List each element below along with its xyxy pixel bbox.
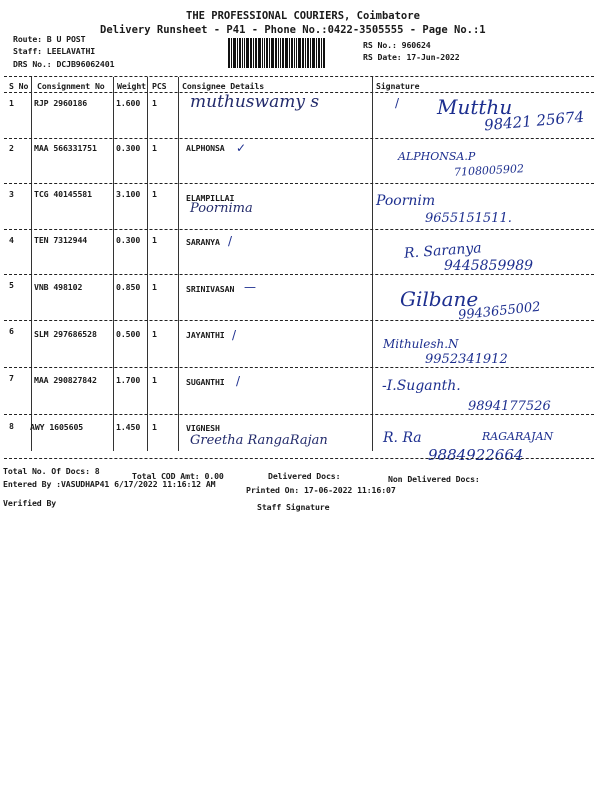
row-weight: 0.850	[116, 282, 141, 292]
row-sno: 6	[9, 326, 14, 336]
row-consignee: ELAMPILLAI	[186, 193, 235, 203]
barcode	[228, 38, 356, 68]
signature-phone: 9655151511.	[425, 211, 512, 226]
signature-phone: 9943655002	[457, 299, 542, 324]
staff-signature: Staff Signature	[257, 502, 330, 512]
row-weight: 0.300	[116, 143, 141, 153]
row-consignment: MAA 290827842	[34, 375, 97, 385]
row-sno: 5	[9, 280, 14, 290]
col-signature: Signature	[376, 81, 420, 91]
row-sno: 4	[9, 235, 14, 245]
signature-phone: 7108005902	[453, 162, 525, 179]
tick-mark: —	[244, 280, 256, 294]
divider	[4, 229, 594, 230]
row-consignment: MAA 566331751	[34, 143, 97, 153]
row-consignee: VIGNESH	[186, 423, 220, 433]
total-cod-amount: Total COD Amt: 0.00	[132, 471, 224, 481]
column-line	[113, 77, 114, 451]
non-delivered-docs: Non Delivered Docs:	[388, 474, 480, 484]
handwritten-consignee: Poornima	[190, 201, 253, 216]
row-consignment: RJP 2960186	[34, 98, 88, 108]
signature-phone: 9894177526	[468, 399, 551, 414]
runsheet-title: Delivery Runsheet - P41 - Phone No.:0422-3505555 - Page No.:1	[100, 24, 486, 36]
printed-on: Printed On: 17-06-2022 11:16:07	[246, 485, 396, 495]
row-consignee: SRINIVASAN	[186, 284, 235, 294]
signature: -I.Suganth.	[382, 378, 461, 394]
company-title: THE PROFESSIONAL COURIERS, Coimbatore	[186, 10, 420, 22]
col-sno: S No	[9, 81, 29, 91]
row-weight: 1.450	[116, 422, 141, 432]
column-line	[178, 77, 179, 451]
signature: RAGARAJAN	[482, 430, 554, 443]
col-consignee: Consignee Details	[182, 81, 265, 91]
signature-phone: 9884922664	[428, 446, 524, 464]
signature: R. Saranya	[403, 240, 483, 262]
tick-mark: /	[236, 374, 241, 388]
row-sno: 1	[9, 98, 14, 108]
col-weight: Weight	[117, 81, 146, 91]
row-consignment: TCG 40145581	[34, 189, 92, 199]
row-pcs: 1	[152, 189, 157, 199]
column-line	[372, 77, 373, 451]
row-pcs: 1	[152, 375, 157, 385]
signature: ALPHONSA.P	[398, 150, 476, 163]
handwritten-consignee: muthuswamy s	[190, 92, 320, 112]
signature-phone: 9445859989	[444, 258, 534, 274]
row-sno: 3	[9, 189, 14, 199]
tick-mark: ✓	[236, 141, 247, 155]
row-pcs: 1	[152, 235, 157, 245]
row-consignee: JAYANTHI	[186, 330, 225, 340]
row-weight: 3.100	[116, 189, 141, 199]
delivered-docs: Delivered Docs:	[268, 471, 341, 481]
divider	[4, 414, 594, 415]
row-weight: 1.700	[116, 375, 141, 385]
row-consignment: VNB 498102	[34, 282, 83, 292]
tick-mark: /	[232, 328, 237, 342]
column-line	[147, 77, 148, 451]
row-pcs: 1	[152, 282, 157, 292]
row-pcs: 1	[152, 329, 157, 339]
row-pcs: 1	[152, 422, 157, 432]
rs-number: RS No.: 960624	[363, 40, 431, 50]
row-consignment: TEN 7312944	[34, 235, 88, 245]
divider	[4, 138, 594, 139]
tick-mark: /	[395, 96, 400, 110]
row-sno: 8	[9, 421, 14, 431]
handwritten-consignee: Greetha RangaRajan	[190, 433, 328, 448]
col-consignment: Consignment No	[37, 81, 105, 91]
signature: Mutthu	[437, 95, 513, 119]
signature: Gilbane	[400, 287, 479, 311]
row-consignee: SUGANTHI	[186, 377, 225, 387]
tick-mark: /	[228, 234, 233, 248]
staff: Staff: LEELAVATHI	[13, 46, 96, 56]
signature: Mithulesh.N	[383, 337, 459, 351]
divider	[4, 76, 594, 77]
entered-by: Entered By :VASUDHAP41 6/17/2022 11:16:12 AM	[3, 479, 216, 489]
divider	[4, 320, 594, 321]
verified-by: Verified By	[3, 498, 57, 508]
row-weight: 0.500	[116, 329, 141, 339]
row-weight: 0.300	[116, 235, 141, 245]
signature-phone: 98421 25674	[483, 107, 585, 135]
row-consignment: AWY 1605605	[30, 422, 84, 432]
row-consignment: SLM 297686528	[34, 329, 97, 339]
col-pcs: PCS	[152, 81, 167, 91]
signature: Poornim	[376, 193, 436, 209]
rs-date: RS Date: 17-Jun-2022	[363, 52, 460, 62]
column-line	[31, 77, 32, 451]
divider	[4, 367, 594, 368]
divider	[4, 274, 594, 275]
signature-phone: 9952341912	[425, 352, 508, 367]
row-sno: 2	[9, 143, 14, 153]
row-consignee: ALPHONSA	[186, 143, 225, 153]
divider	[4, 183, 594, 184]
signature-mark: R. Ra	[383, 430, 422, 446]
row-pcs: 1	[152, 143, 157, 153]
row-sno: 7	[9, 373, 14, 383]
row-pcs: 1	[152, 98, 157, 108]
row-consignee: SARANYA	[186, 237, 220, 247]
drs-number: DRS No.: DCJB96062401	[13, 59, 115, 69]
divider	[4, 458, 594, 459]
route: Route: B U POST	[13, 34, 86, 44]
total-docs: Total No. Of Docs: 8	[3, 466, 100, 476]
row-weight: 1.600	[116, 98, 141, 108]
